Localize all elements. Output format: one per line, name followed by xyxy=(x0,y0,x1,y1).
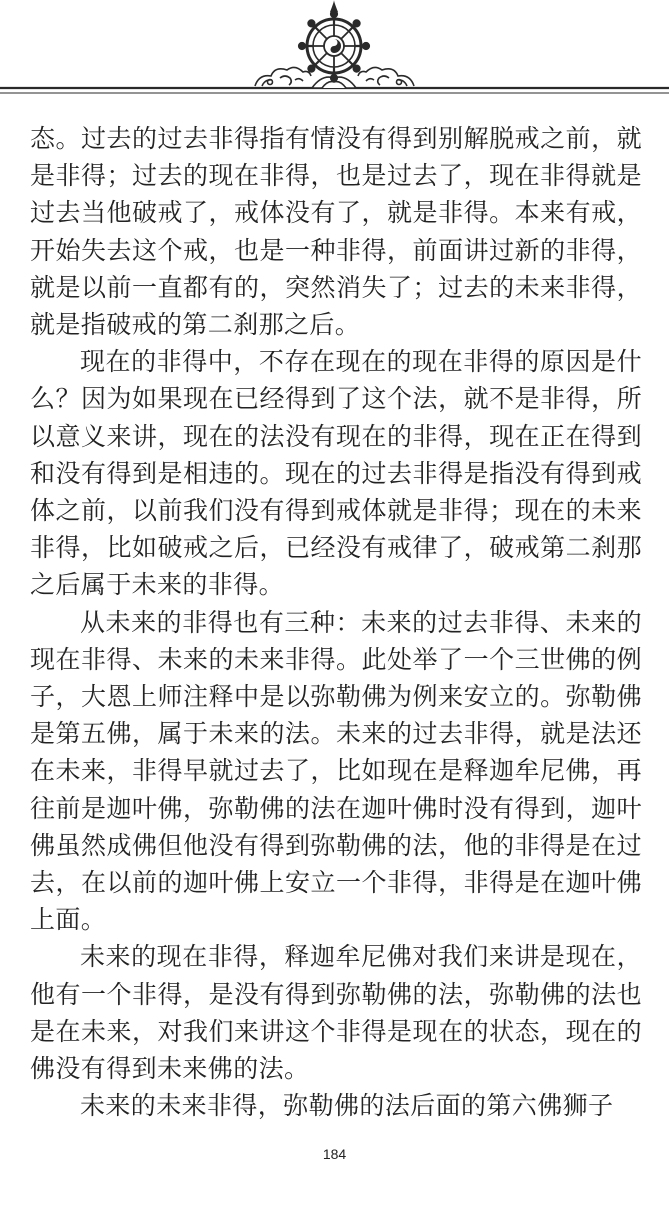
page-header xyxy=(0,0,669,110)
paragraph-2: 现在的非得中，不存在现在的现在非得的原因是什么？因为如果现在已经得到了这个法，就不是非得，所以意义来讲，现在的法没有现在的非得，现在正在得到和没有得到是相违的。现在的过去非得是指没有得到戒体之前，以前我们没有得到戒体就是非得；现在的未来非得，比如破戒之后，已经没有戒律了，破戒第二刹那之后属于未来的非得。 xyxy=(30,347,642,600)
cloud-right-icon xyxy=(358,67,414,86)
page-body xyxy=(30,120,642,1124)
paragraph-1: 态。过去的过去非得指有情没有得到别解脱戒之前，就是非得；过去的现在非得，也是过去了，现在非得就是过去当他破戒了，戒体没有了，就是非得。本来有戒，开始失去这个戒，也是一种非得，前面讲过新的非得，就是以前一直都有的，突然消失了；过去的未来非得，就是指破戒的第二刹那之后。 xyxy=(30,124,642,340)
paragraph-3: 从未来的非得也有三种：未来的过去非得、未来的现在非得、未来的未来非得。此处举了一个三世佛的例子，大恩上师注释中是以弥勒佛为例来安立的。弥勒佛是第五佛，属于未来的法。未来的过去非得，就是法还在未来，非得早就过去了，比如现在是释迦牟尼佛，再往前是迦叶佛，弥勒佛的法在迦叶佛时没有得到，迦叶佛虽然成佛但他没有得到弥勒佛的法，他的非得是在过去，在以前的迦叶佛上安立一个非得，非得是在迦叶佛上面。 xyxy=(30,607,642,935)
header-ornament xyxy=(0,0,669,110)
paragraph-4: 未来的现在非得，释迦牟尼佛对我们来讲是现在，他有一个非得，是没有得到弥勒佛的法，弥勒佛的法也是在未来，对我们来讲这个非得是现在的状态，现在的佛没有得到未来佛的法。 xyxy=(30,942,642,1084)
cloud-left-icon xyxy=(255,67,311,86)
page-number: 184 xyxy=(322,1146,347,1162)
dharma-wheel-icon xyxy=(299,0,369,81)
paragraph-5: 未来的未来非得，弥勒佛的法后面的第六佛狮子 xyxy=(80,1091,614,1121)
